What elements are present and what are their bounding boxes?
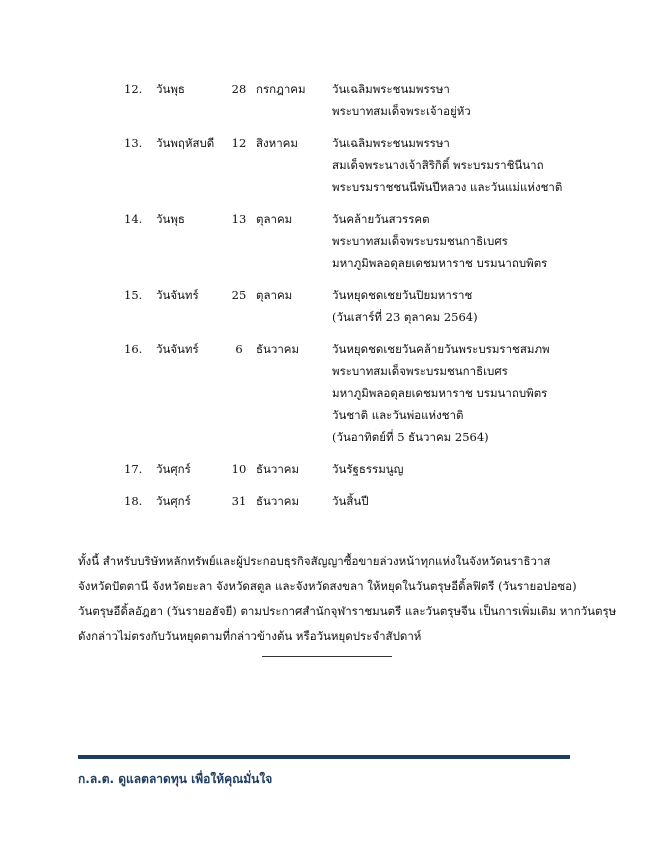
holiday-row xyxy=(124,458,594,480)
holiday-description-line: วันหยุดชดเชยวันปิยมหาราช xyxy=(332,288,473,302)
paragraph-line: ดังกล่าวไม่ตรงกับวันหยุดตามที่กล่าวข้างต้น หรือวันหยุดประจำสัปดาห์ xyxy=(78,629,422,643)
holiday-date: 31 xyxy=(231,494,247,508)
holiday-number: 12. xyxy=(124,82,143,96)
holiday-description xyxy=(332,338,594,448)
holiday-month: ธันวาคม xyxy=(256,494,300,508)
holiday-description-line: มหาภูมิพลอดุลยเดชมหาราช บรมนาถบพิตร xyxy=(332,386,548,400)
holiday-description-line: (วันเสาร์ที่ 23 ตุลาคม 2564) xyxy=(332,310,478,324)
holiday-month: ตุลาคม xyxy=(256,288,293,302)
paragraph-line: ทั้งนี้ สำหรับบริษัทหลักทรัพย์และผู้ประกอบธุรกิจสัญญาซื้อขายล่วงหน้าทุกแห่งในจังหวัดนราธิวาส xyxy=(78,554,551,568)
holiday-description-line: พระบาทสมเด็จพระบรมชนกาธิเบศร xyxy=(332,234,508,248)
holiday-description xyxy=(332,284,594,328)
holiday-month: ธันวาคม xyxy=(256,342,300,356)
holiday-date: 25 xyxy=(231,288,247,302)
holiday-description-line: สมเด็จพระนางเจ้าสิริกิติ์ พระบรมราชินีนาถ xyxy=(332,158,544,172)
footer-slogan: ก.ล.ต. ดูแลตลาดทุน เพื่อให้คุณมั่นใจ xyxy=(78,772,273,786)
holiday-number: 18. xyxy=(124,494,143,508)
holiday-description xyxy=(332,208,594,274)
paragraph-line: จังหวัดปัตตานี จังหวัดยะลา จังหวัดสตูล และจังหวัดสงขลา ให้หยุดในวันตรุษอีดิ้ลฟิตรี (วันรายอปอซอ) xyxy=(78,579,577,593)
holiday-weekday: วันพุธ xyxy=(156,82,185,96)
holiday-description-line: (วันอาทิตย์ที่ 5 ธันวาคม 2564) xyxy=(332,430,489,444)
end-separator-line xyxy=(262,656,392,657)
holiday-description xyxy=(332,132,594,198)
paragraph-line: วันตรุษอีดิ้ลอัฎฮา (วันรายอฮัจยี) ตามประกาศสำนักจุฬาราชมนตรี และวันตรุษจีน เป็นการเพิ่มเติม หากวันตรุษ xyxy=(78,604,617,618)
holiday-row xyxy=(124,78,594,122)
holiday-description xyxy=(332,458,594,480)
holiday-month: ตุลาคม xyxy=(256,212,293,226)
holiday-weekday: วันจันทร์ xyxy=(156,342,199,356)
holiday-row xyxy=(124,490,594,512)
holiday-date: 6 xyxy=(235,342,243,356)
holiday-description-line: วันเฉลิมพระชนมพรรษา xyxy=(332,82,450,96)
holiday-date: 28 xyxy=(231,82,247,96)
note-paragraph xyxy=(78,549,617,649)
holiday-weekday: วันศุกร์ xyxy=(156,462,191,476)
holiday-description-line: พระบาทสมเด็จพระบรมชนกาธิเบศร xyxy=(332,364,508,378)
holiday-weekday: วันพฤหัสบดี xyxy=(156,136,215,150)
holiday-description xyxy=(332,78,594,122)
holiday-number: 16. xyxy=(124,342,143,356)
holiday-weekday: วันพุธ xyxy=(156,212,185,226)
holiday-description-line: วันสิ้นปี xyxy=(332,494,369,508)
holiday-number: 15. xyxy=(124,288,143,302)
holiday-description-line: พระบาทสมเด็จพระเจ้าอยู่หัว xyxy=(332,104,471,118)
holiday-month: กรกฎาคม xyxy=(256,82,306,96)
holiday-description-line: วันชาติ และวันพ่อแห่งชาติ xyxy=(332,408,464,422)
holiday-description-line: พระบรมราชชนนีพันปีหลวง และวันแม่แห่งชาติ xyxy=(332,180,563,194)
holiday-description-line: วันรัฐธรรมนูญ xyxy=(332,462,404,476)
holiday-weekday: วันจันทร์ xyxy=(156,288,199,302)
holiday-date: 12 xyxy=(231,136,247,150)
holiday-row xyxy=(124,132,594,198)
holiday-month: ธันวาคม xyxy=(256,462,300,476)
holiday-description-line: วันเฉลิมพระชนมพรรษา xyxy=(332,136,450,150)
holiday-description-line: มหาภูมิพลอดุลยเดชมหาราช บรมนาถบพิตร xyxy=(332,256,548,270)
holiday-description-line: วันคล้ายวันสวรรคต xyxy=(332,212,430,226)
holiday-date: 13 xyxy=(231,212,247,226)
holiday-row xyxy=(124,208,594,274)
holiday-weekday: วันศุกร์ xyxy=(156,494,191,508)
holiday-date: 10 xyxy=(231,462,247,476)
holiday-description xyxy=(332,490,594,512)
holiday-description-line: วันหยุดชดเชยวันคล้ายวันพระบรมราชสมภพ xyxy=(332,342,550,356)
holiday-number: 13. xyxy=(124,136,143,150)
holiday-list xyxy=(124,78,594,512)
holiday-number: 17. xyxy=(124,462,143,476)
holiday-row xyxy=(124,338,594,448)
holiday-month: สิงหาคม xyxy=(256,136,298,150)
footer-bar xyxy=(78,755,570,759)
holiday-number: 14. xyxy=(124,212,143,226)
holiday-row xyxy=(124,284,594,328)
